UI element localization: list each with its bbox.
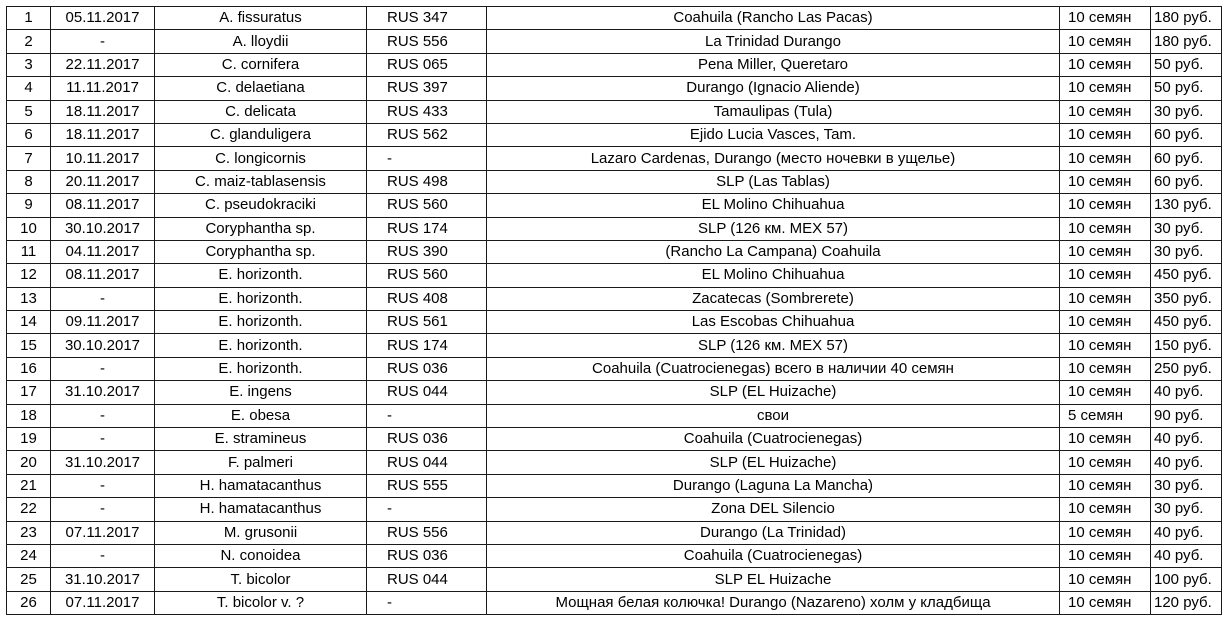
cell-species: E. horizonth.	[155, 264, 367, 287]
cell-code: RUS 044	[367, 381, 487, 404]
cell-quantity: 10 семян	[1060, 147, 1151, 170]
cell-date: 18.11.2017	[51, 123, 155, 146]
cell-code: -	[367, 591, 487, 614]
cell-species: C. glanduligera	[155, 123, 367, 146]
cell-date: -	[51, 544, 155, 567]
cell-price: 40 руб.	[1151, 381, 1222, 404]
cell-date: 20.11.2017	[51, 170, 155, 193]
cell-row-number: 5	[7, 100, 51, 123]
cell-species: T. bicolor v. ?	[155, 591, 367, 614]
cell-row-number: 24	[7, 544, 51, 567]
cell-price: 180 руб.	[1151, 30, 1222, 53]
cell-quantity: 5 семян	[1060, 404, 1151, 427]
cell-date: 30.10.2017	[51, 334, 155, 357]
cell-row-number: 11	[7, 240, 51, 263]
table-row	[7, 381, 1222, 404]
cell-species: C. cornifera	[155, 53, 367, 76]
table-row	[7, 170, 1222, 193]
cell-species: E. horizonth.	[155, 311, 367, 334]
cell-code: RUS 560	[367, 264, 487, 287]
cell-code: RUS 065	[367, 53, 487, 76]
cell-locality: Zona DEL Silencio	[487, 498, 1060, 521]
cell-code: RUS 044	[367, 451, 487, 474]
cell-species: Coryphantha sp.	[155, 240, 367, 263]
cell-quantity: 10 семян	[1060, 53, 1151, 76]
table-row	[7, 264, 1222, 287]
table-row	[7, 30, 1222, 53]
cell-species: E. obesa	[155, 404, 367, 427]
cell-locality: Durango (Ignacio Aliende)	[487, 77, 1060, 100]
cell-quantity: 10 семян	[1060, 498, 1151, 521]
cell-code: RUS 174	[367, 334, 487, 357]
cell-species: M. grusonii	[155, 521, 367, 544]
cell-species: C. longicornis	[155, 147, 367, 170]
cell-locality: SLP (126 км. MEX 57)	[487, 217, 1060, 240]
cell-row-number: 13	[7, 287, 51, 310]
table-row	[7, 591, 1222, 614]
table-row	[7, 123, 1222, 146]
cell-code: RUS 036	[367, 357, 487, 380]
cell-quantity: 10 семян	[1060, 568, 1151, 591]
cell-locality: Ejido Lucia Vasces, Tam.	[487, 123, 1060, 146]
cell-quantity: 10 семян	[1060, 591, 1151, 614]
cell-quantity: 10 семян	[1060, 311, 1151, 334]
cell-date: 08.11.2017	[51, 264, 155, 287]
cell-code: RUS 555	[367, 474, 487, 497]
cell-quantity: 10 семян	[1060, 194, 1151, 217]
cell-species: F. palmeri	[155, 451, 367, 474]
cell-date: 07.11.2017	[51, 521, 155, 544]
cell-row-number: 12	[7, 264, 51, 287]
cell-quantity: 10 семян	[1060, 334, 1151, 357]
cell-row-number: 21	[7, 474, 51, 497]
cell-species: E. ingens	[155, 381, 367, 404]
table-row	[7, 474, 1222, 497]
cell-price: 40 руб.	[1151, 451, 1222, 474]
cell-row-number: 19	[7, 428, 51, 451]
cell-code: RUS 174	[367, 217, 487, 240]
cell-locality: SLP (EL Huizache)	[487, 451, 1060, 474]
cell-row-number: 16	[7, 357, 51, 380]
cell-species: C. pseudokraciki	[155, 194, 367, 217]
cell-date: 10.11.2017	[51, 147, 155, 170]
cell-date: 07.11.2017	[51, 591, 155, 614]
cell-quantity: 10 семян	[1060, 287, 1151, 310]
cell-locality: SLP (Las Tablas)	[487, 170, 1060, 193]
cell-row-number: 7	[7, 147, 51, 170]
cell-species: H. hamatacanthus	[155, 498, 367, 521]
cell-row-number: 18	[7, 404, 51, 427]
cell-species: C. maiz-tablasensis	[155, 170, 367, 193]
cell-quantity: 10 семян	[1060, 100, 1151, 123]
table-body	[7, 7, 1222, 615]
cell-price: 180 руб.	[1151, 7, 1222, 30]
cell-date: 30.10.2017	[51, 217, 155, 240]
cell-price: 30 руб.	[1151, 498, 1222, 521]
cell-quantity: 10 семян	[1060, 451, 1151, 474]
table-row	[7, 521, 1222, 544]
cell-row-number: 25	[7, 568, 51, 591]
cell-quantity: 10 семян	[1060, 428, 1151, 451]
cell-price: 30 руб.	[1151, 100, 1222, 123]
cell-date: -	[51, 498, 155, 521]
cell-locality: Pena Miller, Queretaro	[487, 53, 1060, 76]
cell-locality: La Trinidad Durango	[487, 30, 1060, 53]
cell-date: 31.10.2017	[51, 568, 155, 591]
cell-locality: SLP EL Huizache	[487, 568, 1060, 591]
cell-locality: Coahuila (Cuatrocienegas)	[487, 428, 1060, 451]
table-row	[7, 544, 1222, 567]
table-row	[7, 100, 1222, 123]
cell-quantity: 10 семян	[1060, 30, 1151, 53]
cell-species: A. lloydii	[155, 30, 367, 53]
cell-locality: EL Molino Chihuahua	[487, 194, 1060, 217]
cell-date: -	[51, 287, 155, 310]
cell-date: 11.11.2017	[51, 77, 155, 100]
cell-species: E. horizonth.	[155, 357, 367, 380]
cell-date: 31.10.2017	[51, 451, 155, 474]
cell-locality: SLP (EL Huizache)	[487, 381, 1060, 404]
cell-code: -	[367, 147, 487, 170]
cell-price: 30 руб.	[1151, 240, 1222, 263]
cell-date: 04.11.2017	[51, 240, 155, 263]
cell-species: E. horizonth.	[155, 334, 367, 357]
cell-date: 18.11.2017	[51, 100, 155, 123]
cell-code: RUS 347	[367, 7, 487, 30]
cell-row-number: 1	[7, 7, 51, 30]
cell-quantity: 10 семян	[1060, 7, 1151, 30]
cell-row-number: 20	[7, 451, 51, 474]
cell-row-number: 15	[7, 334, 51, 357]
cell-quantity: 10 семян	[1060, 521, 1151, 544]
cell-code: RUS 556	[367, 30, 487, 53]
cell-price: 60 руб.	[1151, 170, 1222, 193]
cell-code: RUS 036	[367, 428, 487, 451]
cell-row-number: 17	[7, 381, 51, 404]
cell-date: -	[51, 428, 155, 451]
cell-row-number: 9	[7, 194, 51, 217]
cell-price: 30 руб.	[1151, 217, 1222, 240]
cell-species: A. fissuratus	[155, 7, 367, 30]
cell-locality: Tamaulipas (Tula)	[487, 100, 1060, 123]
cell-price: 350 руб.	[1151, 287, 1222, 310]
cell-locality: Coahuila (Cuatrocienegas) всего в наличии 40 семян	[487, 357, 1060, 380]
cell-price: 40 руб.	[1151, 544, 1222, 567]
cell-locality: Lazaro Cardenas, Durango (место ночевки в ущелье)	[487, 147, 1060, 170]
cell-species: Coryphantha sp.	[155, 217, 367, 240]
cell-price: 60 руб.	[1151, 123, 1222, 146]
table-row	[7, 53, 1222, 76]
cell-price: 50 руб.	[1151, 77, 1222, 100]
cell-code: -	[367, 498, 487, 521]
cell-quantity: 10 семян	[1060, 357, 1151, 380]
cell-price: 150 руб.	[1151, 334, 1222, 357]
cell-locality: Durango (La Trinidad)	[487, 521, 1060, 544]
cell-price: 120 руб.	[1151, 591, 1222, 614]
cell-row-number: 6	[7, 123, 51, 146]
cell-price: 450 руб.	[1151, 311, 1222, 334]
cell-price: 60 руб.	[1151, 147, 1222, 170]
cell-quantity: 10 семян	[1060, 544, 1151, 567]
cell-code: RUS 408	[367, 287, 487, 310]
cell-locality: Zacatecas (Sombrerete)	[487, 287, 1060, 310]
table-row	[7, 7, 1222, 30]
cell-date: -	[51, 30, 155, 53]
cell-quantity: 10 семян	[1060, 381, 1151, 404]
cell-quantity: 10 семян	[1060, 77, 1151, 100]
table-row	[7, 498, 1222, 521]
cell-date: -	[51, 357, 155, 380]
cell-price: 30 руб.	[1151, 474, 1222, 497]
cell-date: -	[51, 474, 155, 497]
cell-locality: свои	[487, 404, 1060, 427]
cell-code: RUS 390	[367, 240, 487, 263]
cell-row-number: 10	[7, 217, 51, 240]
cell-row-number: 4	[7, 77, 51, 100]
cell-date: 31.10.2017	[51, 381, 155, 404]
cell-code: -	[367, 404, 487, 427]
table-row	[7, 287, 1222, 310]
cell-row-number: 14	[7, 311, 51, 334]
cell-species: C. delaetiana	[155, 77, 367, 100]
table-row	[7, 217, 1222, 240]
cell-quantity: 10 семян	[1060, 240, 1151, 263]
cell-price: 40 руб.	[1151, 428, 1222, 451]
cell-code: RUS 397	[367, 77, 487, 100]
table-row	[7, 77, 1222, 100]
cell-locality: Durango (Laguna La Mancha)	[487, 474, 1060, 497]
cell-species: C. delicata	[155, 100, 367, 123]
cell-row-number: 23	[7, 521, 51, 544]
cell-code: RUS 044	[367, 568, 487, 591]
cell-price: 90 руб.	[1151, 404, 1222, 427]
cell-price: 50 руб.	[1151, 53, 1222, 76]
cell-locality: Las Escobas Chihuahua	[487, 311, 1060, 334]
cell-species: H. hamatacanthus	[155, 474, 367, 497]
cell-date: 09.11.2017	[51, 311, 155, 334]
table-row	[7, 194, 1222, 217]
cell-price: 450 руб.	[1151, 264, 1222, 287]
cell-code: RUS 560	[367, 194, 487, 217]
cell-price: 100 руб.	[1151, 568, 1222, 591]
cell-row-number: 26	[7, 591, 51, 614]
cell-date: 08.11.2017	[51, 194, 155, 217]
cell-quantity: 10 семян	[1060, 217, 1151, 240]
cell-row-number: 22	[7, 498, 51, 521]
table-row	[7, 357, 1222, 380]
cell-quantity: 10 семян	[1060, 123, 1151, 146]
cell-locality: SLP (126 км. MEX 57)	[487, 334, 1060, 357]
table-row	[7, 147, 1222, 170]
cell-code: RUS 561	[367, 311, 487, 334]
cell-locality: Coahuila (Cuatrocienegas)	[487, 544, 1060, 567]
table-row	[7, 451, 1222, 474]
seed-price-table	[6, 6, 1222, 615]
cell-quantity: 10 семян	[1060, 264, 1151, 287]
cell-quantity: 10 семян	[1060, 170, 1151, 193]
cell-price: 130 руб.	[1151, 194, 1222, 217]
cell-date: 22.11.2017	[51, 53, 155, 76]
cell-row-number: 3	[7, 53, 51, 76]
cell-code: RUS 562	[367, 123, 487, 146]
cell-date: 05.11.2017	[51, 7, 155, 30]
cell-locality: EL Molino Chihuahua	[487, 264, 1060, 287]
cell-locality: Мощная белая колючка! Durango (Nazareno) холм у кладбища	[487, 591, 1060, 614]
cell-price: 40 руб.	[1151, 521, 1222, 544]
cell-row-number: 8	[7, 170, 51, 193]
cell-date: -	[51, 404, 155, 427]
cell-species: T. bicolor	[155, 568, 367, 591]
cell-code: RUS 556	[367, 521, 487, 544]
cell-species: E. horizonth.	[155, 287, 367, 310]
cell-species: N. conoidea	[155, 544, 367, 567]
cell-row-number: 2	[7, 30, 51, 53]
table-row	[7, 568, 1222, 591]
cell-code: RUS 036	[367, 544, 487, 567]
cell-price: 250 руб.	[1151, 357, 1222, 380]
cell-code: RUS 498	[367, 170, 487, 193]
table-row	[7, 428, 1222, 451]
table-row	[7, 404, 1222, 427]
cell-quantity: 10 семян	[1060, 474, 1151, 497]
cell-locality: (Rancho La Campana) Coahuila	[487, 240, 1060, 263]
cell-species: E. stramineus	[155, 428, 367, 451]
table-row	[7, 240, 1222, 263]
cell-locality: Coahuila (Rancho Las Pacas)	[487, 7, 1060, 30]
table-row	[7, 311, 1222, 334]
cell-code: RUS 433	[367, 100, 487, 123]
table-row	[7, 334, 1222, 357]
